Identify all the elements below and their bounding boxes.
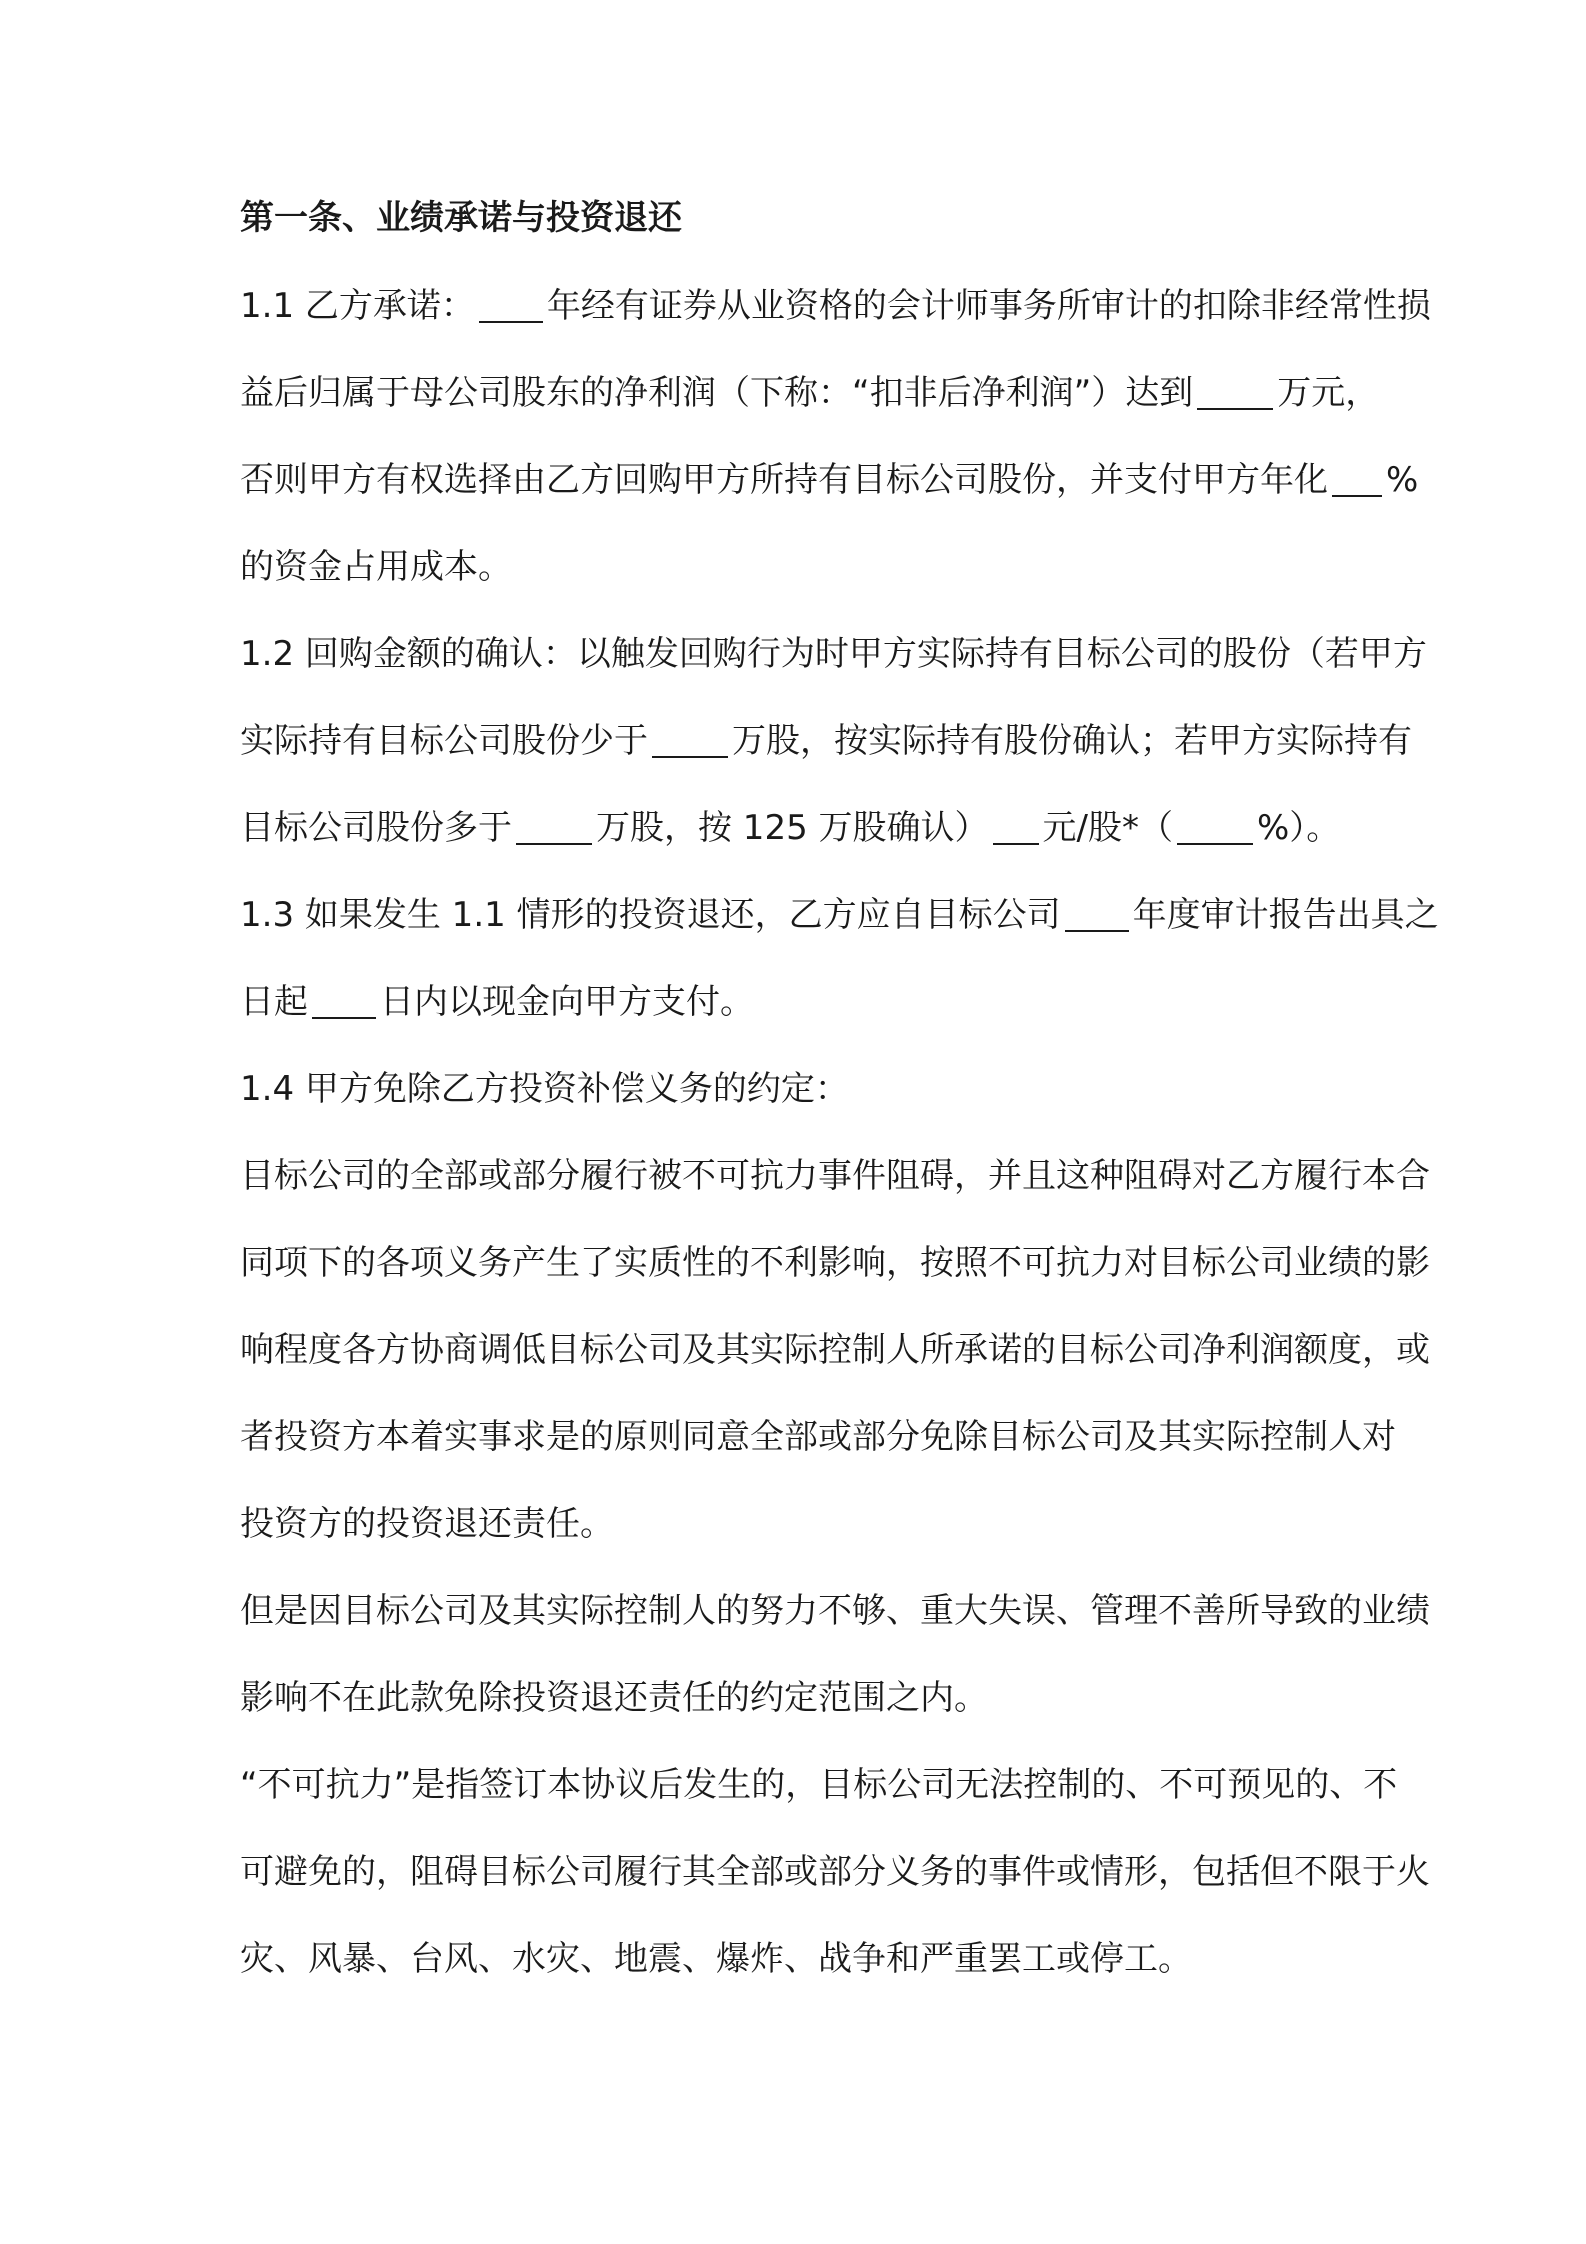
paragraph-line: “不可抗力”是指签订本协议后发生的，目标公司无法控制的、不可预见的、不 (240, 1765, 1398, 1805)
clause-1-1-line-3 (240, 458, 1419, 502)
fill-in-blank (1332, 461, 1382, 497)
paragraph-line: 同项下的各项义务产生了实质性的不利影响，按照不可抗力对目标公司业绩的影 (240, 1243, 1430, 1283)
clause-1-2-line-2 (240, 719, 1412, 763)
text: 年度审计报告出具之 (1132, 895, 1439, 935)
text: %）。 (1256, 808, 1341, 848)
text: 益后归属于母公司股东的净利润（下称：“扣非后净利润”）达到 (240, 373, 1194, 413)
text: % (1386, 460, 1419, 500)
text: 实际持有目标公司股份少于 (240, 721, 648, 761)
paragraph-line: 响程度各方协商调低目标公司及其实际控制人所承诺的目标公司净利润额度，或 (240, 1330, 1430, 1370)
clause-1-2-line-1: 1.2 回购金额的确认：以触发回购行为时甲方实际持有目标公司的股份（若甲方 (240, 634, 1427, 674)
text: 目标公司股份多于 (240, 808, 512, 848)
fill-in-blank (516, 809, 592, 845)
text: 否则甲方有权选择由乙方回购甲方所持有目标公司股份，并支付甲方年化 (240, 460, 1328, 500)
clause-1-1-line-2 (240, 371, 1380, 415)
text: 元/股*（ (1042, 808, 1173, 848)
clause-1-4-title: 1.4 甲方免除乙方投资补偿义务的约定： (240, 1069, 849, 1109)
fill-in-blank (312, 983, 376, 1019)
text: 万股，按实际持有股份确认；若甲方实际持有 (732, 721, 1412, 761)
paragraph-line: 者投资方本着实事求是的原则同意全部或部分免除目标公司及其实际控制人对 (240, 1417, 1396, 1457)
paragraph-line: 灾、风暴、台风、水灾、地震、爆炸、战争和严重罢工或停工。 (240, 1939, 1192, 1979)
text: 年经有证券从业资格的会计师事务所审计的扣除非经常性损 (546, 286, 1431, 326)
text: 万股，按 125 万股确认） (596, 808, 989, 848)
text: 1.1 乙方承诺： (240, 286, 475, 326)
fill-in-blank (652, 722, 728, 758)
fill-in-blank (1177, 809, 1253, 845)
clause-1-3-line-2 (240, 980, 1346, 1024)
article-heading: 第一条、业绩承诺与投资退还 (240, 198, 682, 238)
text: 1.3 如果发生 1.1 情形的投资退还，乙方应自目标公司 (240, 895, 1061, 935)
text: 万元， (1277, 373, 1380, 413)
text: 日内以现金向甲方支付。 (380, 982, 754, 1022)
clause-1-2-line-3 (240, 806, 1346, 850)
clause-1-1-line-4: 的资金占用成本。 (240, 547, 512, 587)
fill-in-blank (479, 287, 543, 323)
clause-1-1-line-1 (240, 284, 1431, 328)
clause-1-3-line-1 (240, 893, 1439, 937)
fill-in-blank (993, 809, 1039, 845)
paragraph-line: 影响不在此款免除投资退还责任的约定范围之内。 (240, 1678, 988, 1718)
paragraph-line: 目标公司的全部或部分履行被不可抗力事件阻碍，并且这种阻碍对乙方履行本合 (240, 1156, 1430, 1196)
paragraph-line: 但是因目标公司及其实际控制人的努力不够、重大失误、管理不善所导致的业绩 (240, 1591, 1430, 1631)
paragraph-line: 投资方的投资退还责任。 (240, 1504, 614, 1544)
fill-in-blank (1065, 896, 1129, 932)
fill-in-blank (1197, 374, 1273, 410)
text: 日起 (240, 982, 308, 1022)
paragraph-line: 可避免的，阻碍目标公司履行其全部或部分义务的事件或情形，包括但不限于火 (240, 1852, 1430, 1892)
